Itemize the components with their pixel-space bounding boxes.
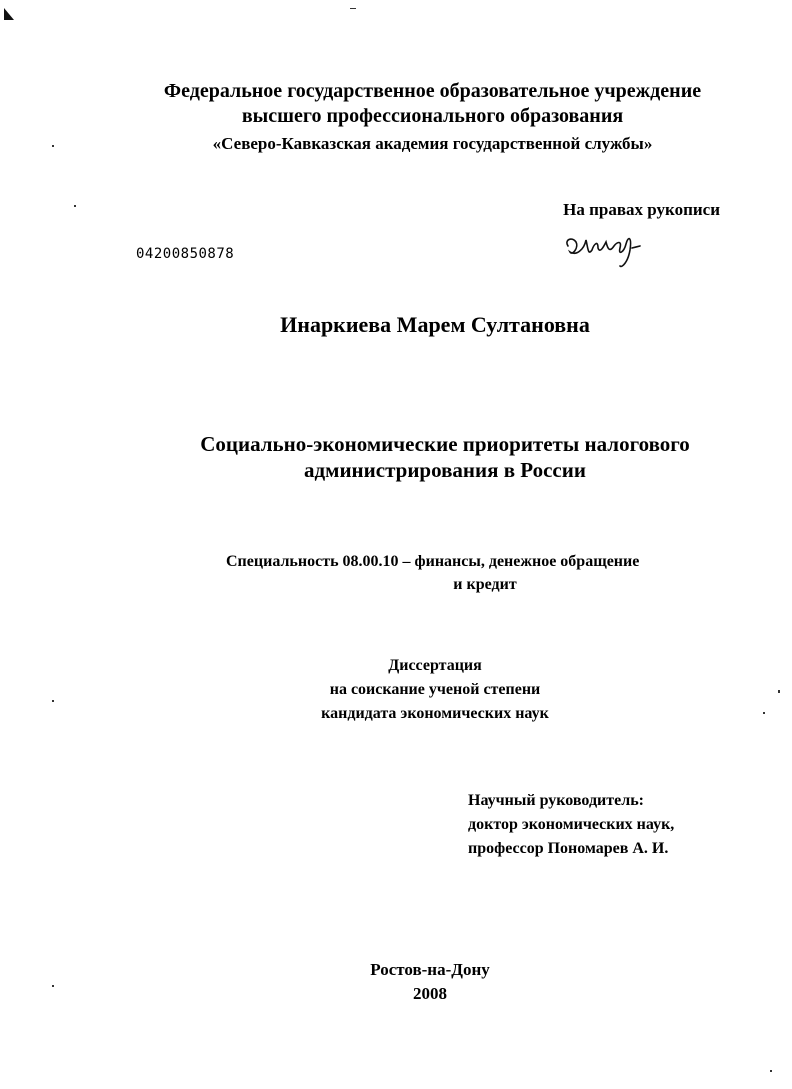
author-name: Инаркиева Марем Султановна bbox=[280, 312, 590, 337]
scan-speck bbox=[52, 985, 54, 987]
scan-speck bbox=[778, 690, 780, 693]
dissertation-label: Диссертация bbox=[388, 657, 482, 674]
specialty-line-1: Специальность 08.00.10 – финансы, денежное обращение bbox=[226, 553, 640, 570]
thesis-title-line-1: Социально-экономические приоритеты налогового bbox=[200, 432, 690, 456]
institution-line-1: Федеральное государственное образовательное учреждение bbox=[163, 80, 702, 102]
document-code: 04200850878 bbox=[136, 246, 235, 262]
scan-speck bbox=[52, 145, 54, 147]
scan-speck bbox=[52, 700, 54, 702]
supervisor-degree: доктор экономических наук, bbox=[468, 816, 675, 833]
thesis-title-line-2: администрирования в России bbox=[304, 458, 586, 482]
institution-line-2: высшего профессионального образования bbox=[241, 105, 624, 127]
city: Ростов-на-Дону bbox=[370, 960, 490, 979]
signature-icon bbox=[562, 226, 652, 272]
specialty-line-2: и кредит bbox=[453, 576, 517, 593]
corner-mark-icon bbox=[4, 8, 18, 22]
scan-speck bbox=[770, 1070, 772, 1072]
supervisor-label: Научный руководитель: bbox=[468, 792, 644, 809]
scan-speck bbox=[350, 8, 356, 9]
scan-speck bbox=[74, 205, 76, 207]
institution-name: «Северо-Кавказская академия государственной службы» bbox=[212, 134, 653, 153]
scan-speck bbox=[763, 712, 765, 714]
rights-note: На правах рукописи bbox=[563, 200, 720, 219]
dissertation-degree-line: на соискание ученой степени bbox=[329, 681, 541, 698]
year: 2008 bbox=[413, 984, 447, 1003]
supervisor-name: профессор Пономарев А. И. bbox=[468, 840, 669, 857]
dissertation-field-line: кандидата экономических наук bbox=[321, 705, 549, 722]
